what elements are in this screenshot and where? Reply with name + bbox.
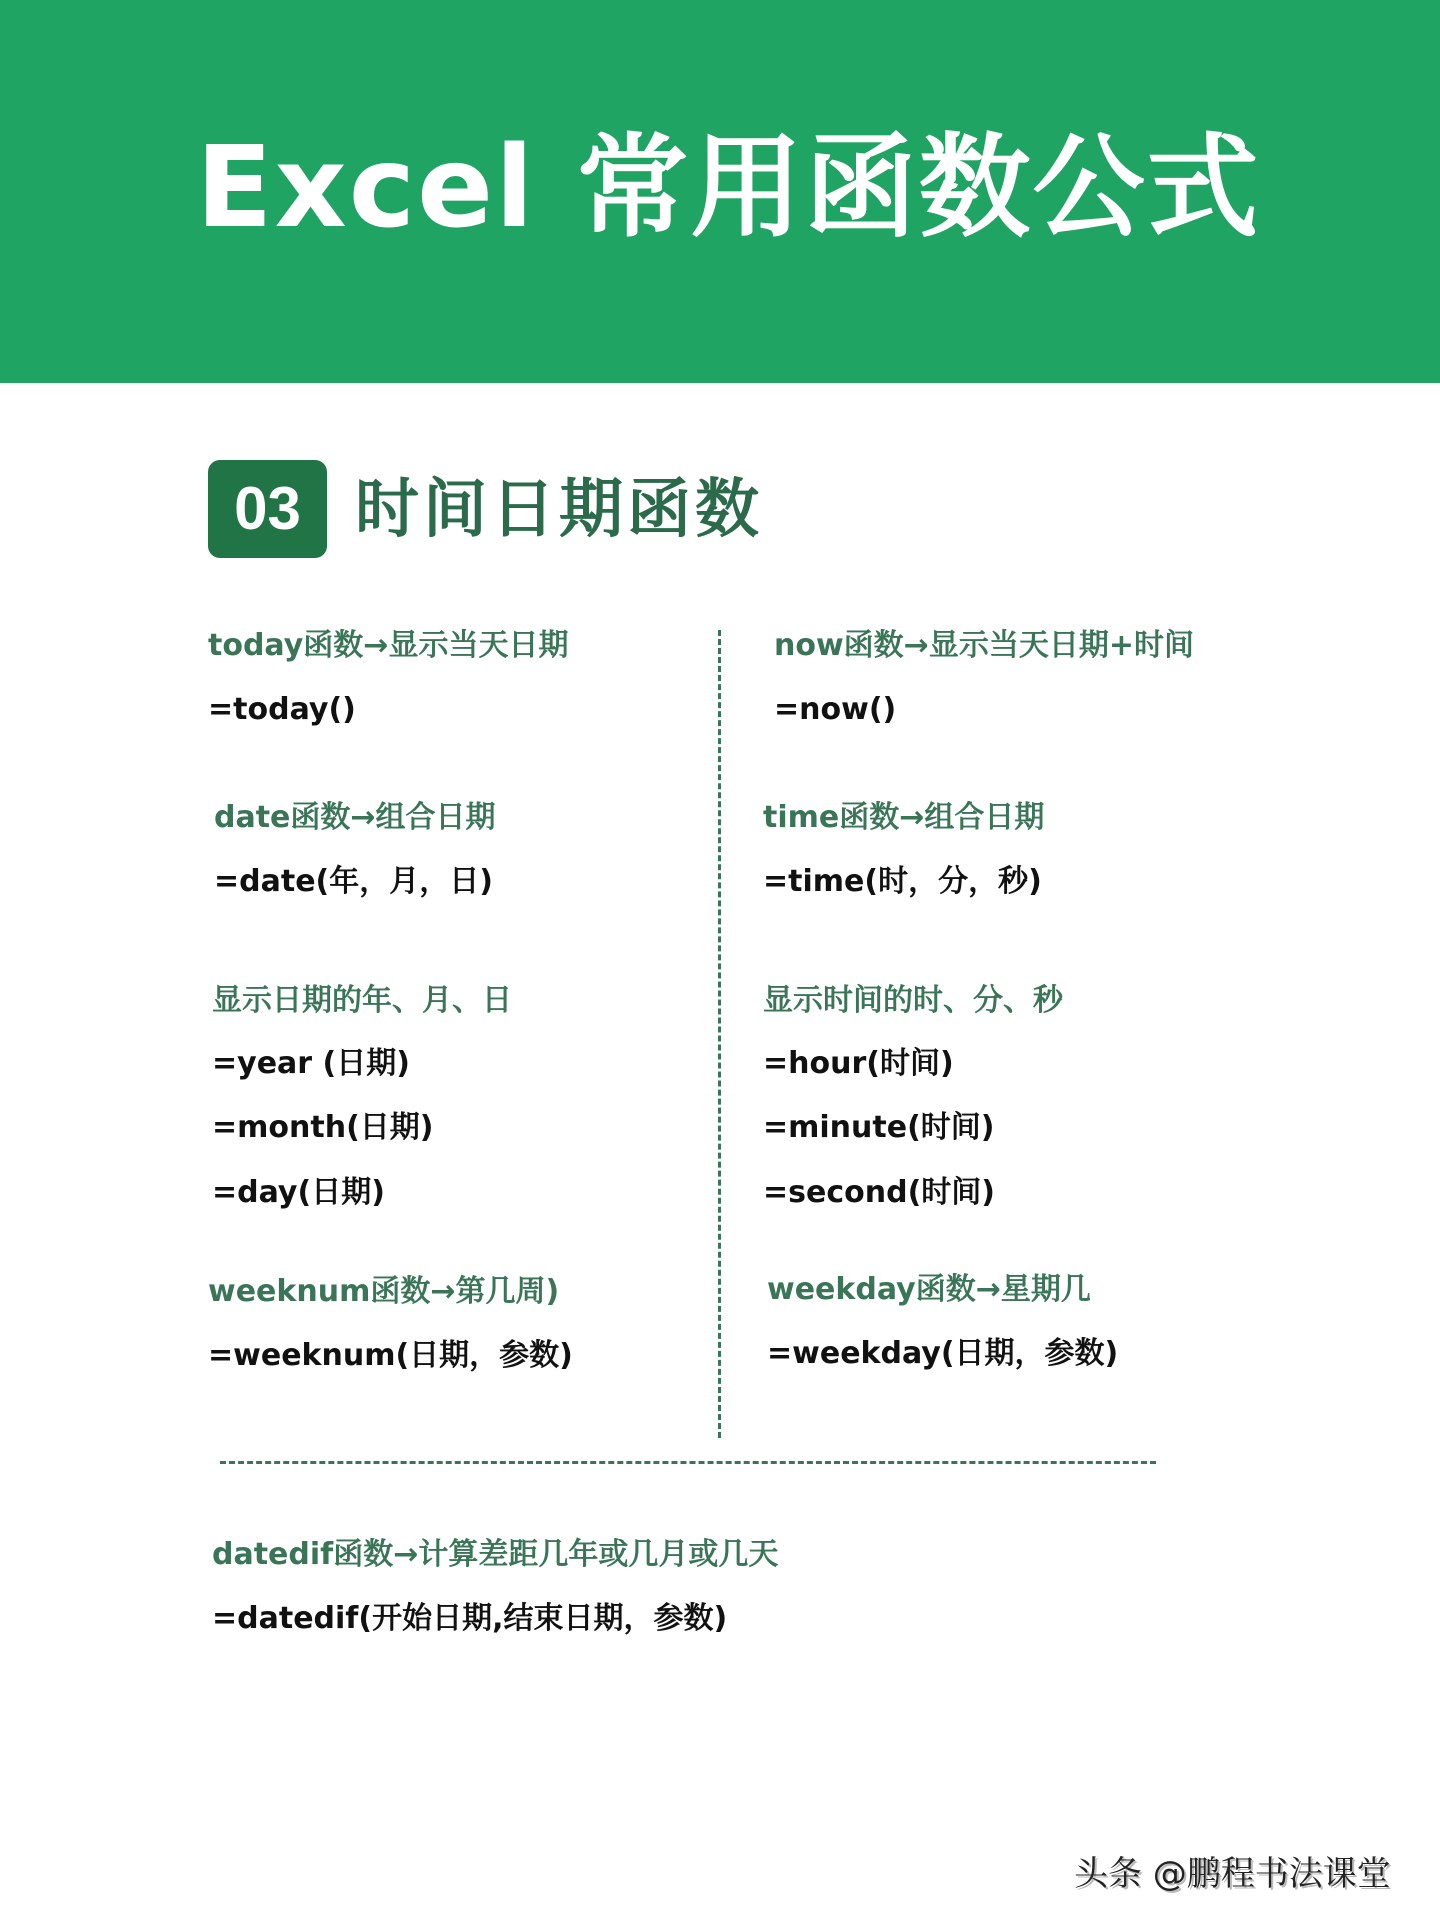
- weeknum-formula: =weeknum(日期，参数): [208, 1338, 573, 1373]
- date-heading: date函数→组合日期: [214, 800, 496, 835]
- now-formula: =now(): [774, 692, 897, 727]
- datedif-formula: =datedif(开始日期,结束日期，参数): [212, 1601, 728, 1636]
- weeknum-heading: weeknum函数→第几周): [208, 1274, 560, 1309]
- time-formula: =time(时，分，秒): [763, 864, 1042, 899]
- now-heading: now函数→显示当天日期+时间: [774, 628, 1194, 663]
- ymd-heading: 显示日期的年、月、日: [212, 983, 512, 1018]
- watermark: 头条 @鹏程书法课堂: [1074, 1854, 1391, 1894]
- month-formula: =month(日期): [212, 1110, 434, 1145]
- weekday-formula: =weekday(日期，参数): [767, 1336, 1119, 1371]
- section-number-badge: 03: [208, 460, 327, 558]
- datedif-heading: datedif函数→计算差距几年或几月或几天: [212, 1537, 779, 1572]
- time-heading: time函数→组合日期: [763, 800, 1045, 835]
- weekday-heading: weekday函数→星期几: [767, 1272, 1091, 1307]
- minute-formula: =minute(时间): [763, 1110, 995, 1145]
- page-title: Excel 常用函数公式: [196, 123, 1261, 253]
- year-formula: =year (日期): [212, 1046, 410, 1081]
- day-formula: =day(日期): [212, 1175, 385, 1210]
- hour-formula: =hour(时间): [763, 1046, 954, 1081]
- header-banner: [0, 0, 1440, 383]
- section-divider: [220, 1461, 1156, 1464]
- hms-heading: 显示时间的时、分、秒: [763, 983, 1063, 1018]
- date-formula: =date(年，月，日): [214, 864, 493, 899]
- second-formula: =second(时间): [763, 1175, 995, 1210]
- today-heading: today函数→显示当天日期: [208, 628, 569, 663]
- today-formula: =today(): [208, 692, 356, 727]
- section-title: 时间日期函数: [355, 473, 763, 547]
- column-divider: [718, 630, 721, 1438]
